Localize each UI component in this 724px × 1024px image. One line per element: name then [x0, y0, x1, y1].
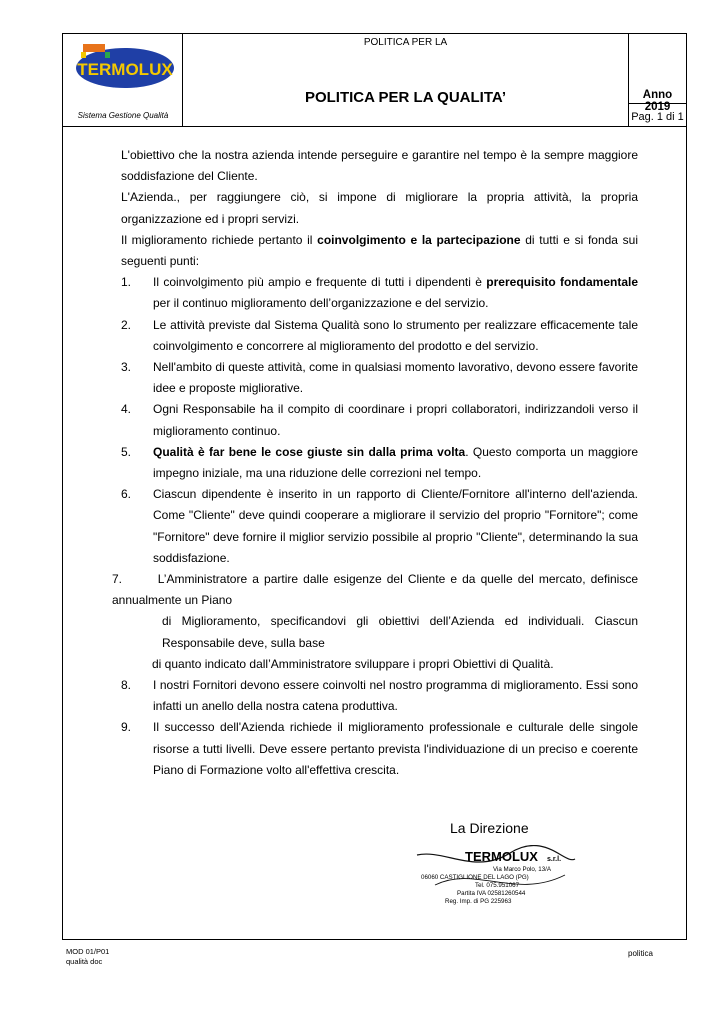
info-cell — [629, 34, 686, 126]
item7-line-3: di quanto indicato dall’Amministratore sviluppare i propri Obiettivi di Qualità. — [152, 656, 554, 671]
points-list-end — [121, 675, 638, 781]
footer-file: qualità doc — [66, 957, 103, 966]
item-number: 3. — [121, 360, 132, 375]
list-item — [121, 399, 638, 441]
list-item — [121, 675, 638, 717]
item-text-after: . Questo comporta un maggiore impegno iniziale, ma una riduzione delle correzioni nel tempo. — [153, 444, 638, 481]
item7-line-1 — [112, 569, 638, 611]
item-text-after: per il continuo miglioramento dell’organizzazione e del servizio. — [153, 296, 489, 311]
footer-left — [66, 947, 109, 967]
item-text: Nell'ambito di queste attività, come in qualsiasi momento lavorativo, devono essere favorite idee e proposte migliorative. — [153, 360, 638, 396]
stamp-line: Tel. 075.951067 — [475, 882, 520, 889]
cell-divider — [629, 103, 686, 104]
item-number: 9. — [121, 720, 132, 735]
document-body — [112, 145, 638, 781]
stamp-name: TERMOLUX — [465, 849, 538, 864]
intro-paragraph-1: L'obiettivo che la nostra azienda intende perseguire e garantire nel tempo è la sempre maggiore soddisfazione del Cliente. — [121, 148, 638, 184]
item-number: 8. — [121, 678, 132, 693]
improvement-text-before: Il miglioramento richiede pertanto il — [121, 232, 318, 247]
top-label: POLITICA PER LA — [363, 37, 448, 48]
item-text: Il successo dell'Azienda richiede il miglioramento professionale e culturale delle singole risorse a tutti livelli. Deve essere pertanto prevista l'individuazione di un preciso e coerente Piano di Formazione volto all'effettiva crescita. — [153, 720, 638, 777]
list-item — [121, 272, 638, 314]
item-text: I nostri Fornitori devono essere coinvolti nel nostro programma di miglioramento. Essi sono infatti un anello della nostra catena produttiva. — [153, 678, 638, 714]
system-label: Sistema Gestione Qualità — [77, 111, 169, 120]
page-title: POLITICA PER LA QUALITA’ — [304, 89, 507, 106]
item-number: 4. — [121, 402, 132, 417]
list-item — [121, 442, 638, 484]
stamp-line: 06060 CASTIGLIONE DEL LAGO (PG) — [421, 874, 529, 881]
item-number: 1. — [121, 275, 132, 290]
item-text: Ciascun dipendente è inserito in un rapporto di Cliente/Fornitore all'interno dell'azienda. Come "Cliente" deve quindi cooperare a migliorare il servizio del proprio "Fornitore"; come "Fornitore" deve fornire il miglior servizio possibile al proprio "Cliente", determinando la sua soddisfazione. — [153, 487, 638, 565]
improvement-text-after: di tutti e si fonda sui seguenti punti: — [121, 232, 638, 269]
stamp-line: Via Marco Polo, 13/A — [493, 866, 552, 873]
list-item-7 — [112, 569, 638, 675]
item-text-bold: Qualità è far bene le cose giuste sin dalla prima volta — [153, 444, 466, 459]
list-item — [121, 315, 638, 357]
stamp-suffix: s.r.l. — [547, 856, 562, 863]
intro-paragraph-2: L'Azienda., per raggiungere ciò, si impone di migliorare la propria attività, la propria organizzazione ed i propri servizi. — [121, 190, 638, 226]
signature-label: La Direzione — [450, 820, 529, 836]
title-cell — [183, 34, 629, 126]
footer-code: MOD 01/P01 — [66, 947, 110, 956]
termolux-logo — [75, 42, 175, 90]
list-item — [121, 484, 638, 569]
stamp-line: Reg. Imp. di PG 225963 — [445, 898, 512, 905]
year-label: Anno 2019 — [642, 89, 673, 113]
item-text: Le attività previste dal Sistema Qualità sono lo strumento per realizzare efficacemente tale coinvolgimento e concorrere al miglioramento del prodotto e del servizio. — [153, 317, 638, 353]
item7-text-1: L’Amministratore a partire dalle esigenze del Cliente e da quelle del mercato, definisce annualmente un Piano — [112, 572, 638, 608]
document-header — [62, 33, 687, 127]
item-text: Il coinvolgimento più ampio e frequente di tutti i dipendenti è — [153, 275, 487, 290]
item-text: Ogni Responsabile ha il compito di coordinare i propri collaboratori, indirizzandoli verso il miglioramento continuo. — [153, 402, 638, 438]
item-number: 7. — [112, 572, 123, 587]
points-list — [121, 272, 638, 569]
list-item — [121, 357, 638, 399]
item-text-bold: prerequisito fondamentale — [486, 275, 638, 290]
stamp-line: Partita IVA 02581260544 — [457, 890, 526, 897]
footer-right: politica — [628, 949, 653, 958]
item7-line-2: di Miglioramento, specificandovi gli obiettivi dell’Azienda ed individuali. Ciascun Responsabile deve, sulla base — [162, 614, 638, 650]
list-item — [121, 717, 638, 781]
item-number: 5. — [121, 444, 132, 459]
logo-cell — [63, 34, 183, 126]
company-stamp — [415, 845, 580, 910]
item-number: 2. — [121, 317, 132, 332]
improvement-text-bold: coinvolgimento e la partecipazione — [317, 232, 521, 247]
improvement-paragraph — [121, 230, 638, 272]
logo-text: TERMOLUX — [77, 60, 173, 79]
page-number: Pag. 1 di 1 — [631, 111, 684, 123]
item-number: 6. — [121, 487, 132, 502]
